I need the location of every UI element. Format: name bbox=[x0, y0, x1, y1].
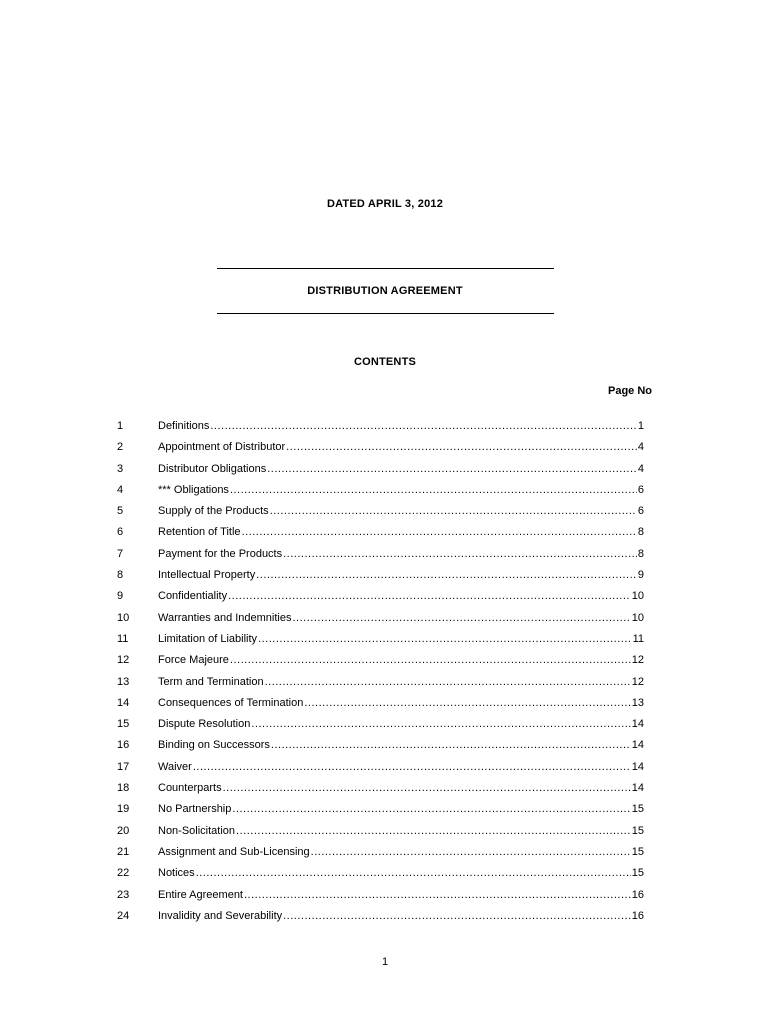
toc-entry-number: 14 bbox=[117, 696, 130, 709]
toc-entry-title: Consequences of Termination bbox=[158, 696, 304, 709]
toc-dot-leader bbox=[230, 483, 637, 497]
toc-entry bbox=[117, 483, 644, 504]
toc-dot-leader bbox=[223, 781, 631, 795]
toc-entry-title: Waiver bbox=[158, 760, 192, 773]
toc-entry-page: 10 bbox=[631, 611, 644, 624]
toc-entry-title: Confidentiality bbox=[158, 590, 228, 603]
toc-entry-title: Invalidity and Severability bbox=[158, 909, 283, 922]
toc-entry-page: 14 bbox=[631, 782, 644, 795]
toc-entry-page: 12 bbox=[631, 654, 644, 667]
toc-entry-page: 16 bbox=[631, 888, 644, 901]
toc-entry-number: 2 bbox=[117, 441, 124, 454]
toc-entry-number: 12 bbox=[117, 654, 130, 667]
toc-entry bbox=[117, 547, 644, 568]
toc-entry-page: 9 bbox=[637, 569, 644, 582]
contents-heading: CONTENTS bbox=[353, 356, 417, 368]
toc-entry bbox=[117, 632, 644, 653]
toc-entry-number: 10 bbox=[117, 611, 130, 624]
toc-entry-page: 14 bbox=[631, 739, 644, 752]
toc-entry-number: 1 bbox=[117, 420, 124, 432]
toc-entry-title: Supply of the Products bbox=[158, 505, 269, 518]
toc-entry-number: 9 bbox=[117, 590, 124, 603]
toc-entry-title: Term and Termination bbox=[158, 675, 264, 688]
toc-entry-number: 5 bbox=[117, 505, 124, 518]
toc-dot-leader bbox=[270, 504, 637, 518]
toc-entry bbox=[117, 440, 644, 461]
toc-entry-page: 15 bbox=[631, 867, 644, 880]
toc-dot-leader bbox=[230, 653, 631, 667]
title-rule-top bbox=[217, 268, 554, 269]
toc-dot-leader bbox=[258, 632, 632, 646]
toc-entry-title: Warranties and Indemnities bbox=[158, 611, 292, 624]
toc-dot-leader bbox=[196, 866, 631, 880]
footer-page-number: 1 bbox=[381, 956, 389, 968]
toc-dot-leader bbox=[293, 611, 631, 625]
toc-entry-title: No Partnership bbox=[158, 803, 232, 816]
toc-entry-page: 6 bbox=[637, 505, 644, 518]
toc-entry-number: 15 bbox=[117, 718, 130, 731]
table-of-contents bbox=[117, 419, 644, 930]
toc-entry-title: Dispute Resolution bbox=[158, 718, 251, 731]
toc-dot-leader bbox=[210, 419, 637, 433]
toc-entry bbox=[117, 866, 644, 887]
toc-entry bbox=[117, 419, 644, 440]
toc-entry-number: 18 bbox=[117, 782, 130, 795]
toc-entry-page: 13 bbox=[631, 696, 644, 709]
toc-entry-number: 7 bbox=[117, 547, 124, 560]
toc-entry-title: *** Obligations bbox=[158, 483, 229, 496]
toc-entry-title: Notices bbox=[158, 867, 195, 880]
toc-entry-number: 13 bbox=[117, 675, 130, 688]
toc-entry bbox=[117, 888, 644, 909]
toc-dot-leader bbox=[283, 909, 631, 923]
toc-entry-number: 11 bbox=[117, 632, 129, 645]
toc-entry bbox=[117, 675, 644, 696]
toc-dot-leader bbox=[267, 462, 637, 476]
toc-entry bbox=[117, 760, 644, 781]
toc-entry bbox=[117, 738, 644, 759]
toc-entry-page: 11 bbox=[632, 632, 644, 645]
toc-entry bbox=[117, 781, 644, 802]
toc-entry-page: 6 bbox=[637, 483, 644, 496]
toc-dot-leader bbox=[265, 675, 631, 689]
toc-entry-number: 22 bbox=[117, 867, 130, 880]
toc-entry bbox=[117, 504, 644, 525]
toc-entry bbox=[117, 824, 644, 845]
document-title: DISTRIBUTION AGREEMENT bbox=[307, 285, 463, 297]
toc-entry-page: 12 bbox=[631, 675, 644, 688]
toc-entry-number: 21 bbox=[117, 845, 130, 858]
toc-entry bbox=[117, 717, 644, 738]
toc-entry-number: 23 bbox=[117, 888, 130, 901]
toc-entry-page: 4 bbox=[637, 441, 644, 454]
toc-entry-page: 8 bbox=[637, 526, 644, 539]
toc-entry-number: 24 bbox=[117, 909, 130, 922]
toc-entry-number: 4 bbox=[117, 483, 124, 496]
toc-entry-page: 8 bbox=[637, 547, 644, 560]
toc-entry-page: 14 bbox=[631, 760, 644, 773]
toc-entry-number: 17 bbox=[117, 760, 130, 773]
toc-dot-leader bbox=[271, 738, 631, 752]
toc-dot-leader bbox=[244, 888, 631, 902]
toc-dot-leader bbox=[242, 525, 637, 539]
document-date: DATED APRIL 3, 2012 bbox=[326, 198, 444, 210]
toc-entry-number: 16 bbox=[117, 739, 130, 752]
toc-entry-title: Entire Agreement bbox=[158, 888, 243, 901]
toc-entry bbox=[117, 653, 644, 674]
toc-entry-title: Distributor Obligations bbox=[158, 462, 267, 475]
toc-entry-number: 6 bbox=[117, 526, 124, 539]
toc-dot-leader bbox=[251, 717, 630, 731]
toc-entry-number: 20 bbox=[117, 824, 130, 837]
toc-dot-leader bbox=[286, 440, 637, 454]
toc-dot-leader bbox=[228, 589, 631, 603]
toc-dot-leader bbox=[236, 824, 631, 838]
toc-dot-leader bbox=[193, 760, 631, 774]
toc-entry bbox=[117, 611, 644, 632]
toc-entry-page: 14 bbox=[631, 718, 644, 731]
toc-entry-number: 8 bbox=[117, 569, 124, 582]
title-rule-bottom bbox=[217, 313, 554, 314]
toc-entry-page: 10 bbox=[631, 590, 644, 603]
toc-entry bbox=[117, 568, 644, 589]
toc-entry-title: Binding on Successors bbox=[158, 739, 270, 752]
toc-entry-title: Payment for the Products bbox=[158, 547, 283, 560]
toc-entry bbox=[117, 802, 644, 823]
toc-entry-title: Assignment and Sub-Licensing bbox=[158, 845, 310, 858]
toc-dot-leader bbox=[311, 845, 631, 859]
toc-entry-page: 4 bbox=[637, 462, 644, 475]
toc-entry bbox=[117, 462, 644, 483]
toc-entry-title: Force Majeure bbox=[158, 654, 229, 667]
toc-entry-page: 16 bbox=[631, 909, 644, 922]
toc-entry bbox=[117, 525, 644, 546]
toc-entry-title: Counterparts bbox=[158, 782, 222, 795]
toc-entry-title: Retention of Title bbox=[158, 526, 241, 539]
page-no-label: Page No bbox=[607, 385, 652, 397]
toc-entry bbox=[117, 845, 644, 866]
toc-entry-page: 15 bbox=[631, 845, 644, 858]
toc-entry-title: Definitions bbox=[158, 420, 210, 432]
toc-dot-leader bbox=[256, 568, 637, 582]
toc-entry-title: Appointment of Distributor bbox=[158, 441, 286, 454]
toc-entry-number: 19 bbox=[117, 803, 130, 816]
toc-entry-number: 3 bbox=[117, 462, 124, 475]
toc-dot-leader bbox=[232, 802, 630, 816]
toc-entry-title: Intellectual Property bbox=[158, 569, 256, 582]
toc-entry-page: 15 bbox=[631, 824, 644, 837]
toc-entry-page: 15 bbox=[631, 803, 644, 816]
toc-entry-title: Limitation of Liability bbox=[158, 632, 258, 645]
toc-entry bbox=[117, 696, 644, 717]
toc-dot-leader bbox=[304, 696, 630, 710]
toc-entry bbox=[117, 909, 644, 930]
toc-entry bbox=[117, 589, 644, 610]
toc-dot-leader bbox=[283, 547, 637, 561]
toc-entry-title: Non-Solicitation bbox=[158, 824, 236, 837]
toc-entry-page: 1 bbox=[637, 420, 644, 432]
